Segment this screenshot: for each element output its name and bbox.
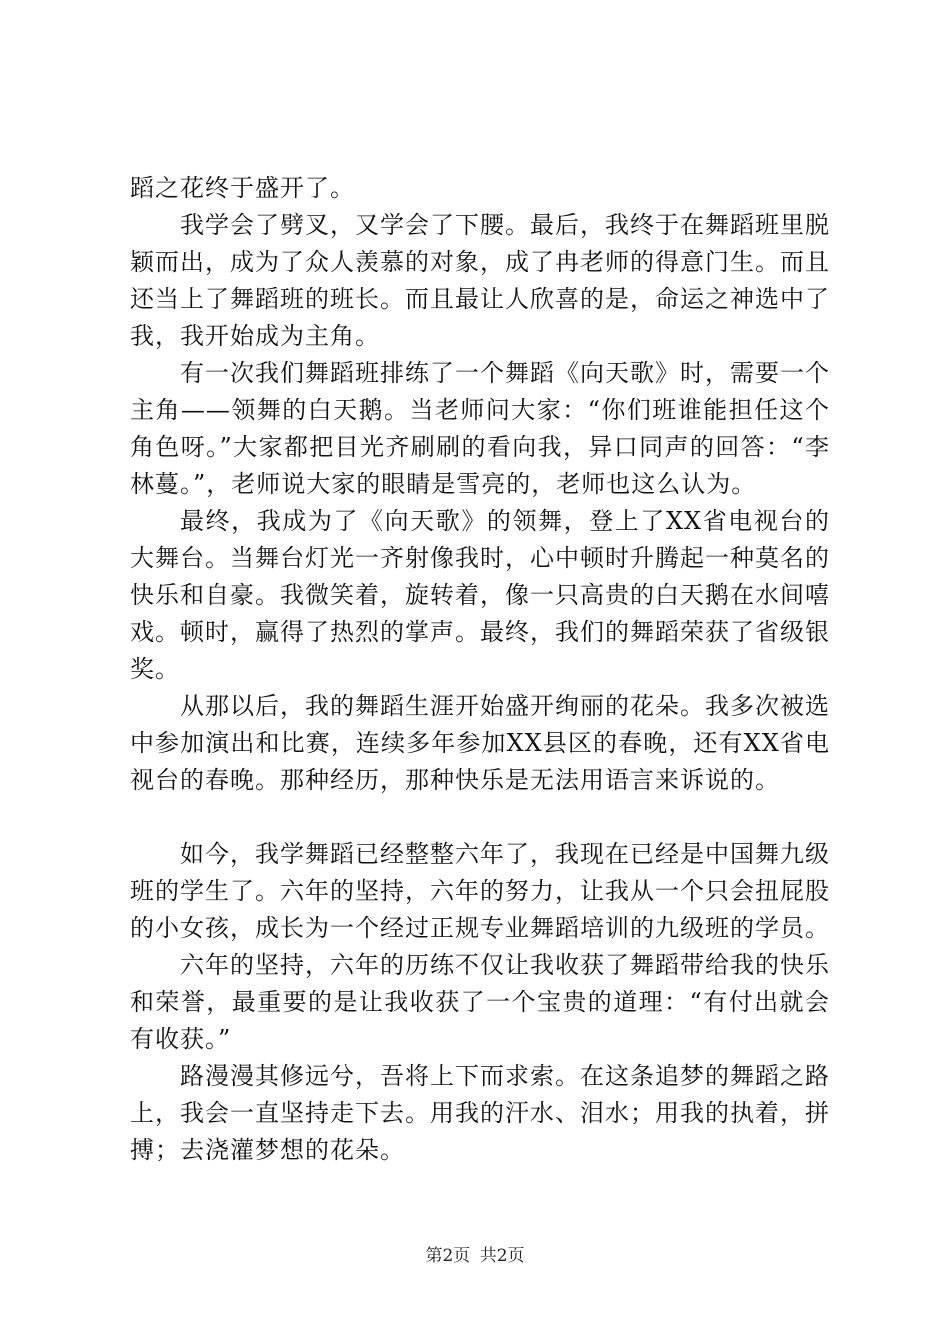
page-total: 共2页 — [479, 1246, 525, 1266]
paragraph-gap — [130, 799, 830, 836]
paragraph: 六年的坚持，六年的历练不仅让我收获了舞蹈带给我的快乐和荣誉，最重要的是让我收获了一个宝贵的道理：“有付出就会有收获。” — [130, 951, 830, 1053]
paragraph: 如今，我学舞蹈已经整整六年了，我现在已经是中国舞九级班的学生了。六年的坚持，六年的努力，让我从一个只会扭屁股的小女孩，成长为一个经过正规专业舞蹈培训的九级班的学员。 — [130, 840, 830, 942]
paragraph: 路漫漫其修远兮，吾将上下而求索。在这条追梦的舞蹈之路上，我会一直坚持走下去。用我的汗水、泪水；用我的执着，拼搏；去浇灌梦想的花朵。 — [130, 1062, 830, 1164]
paragraph: 最终，我成为了《向天歌》的领舞，登上了XX省电视台的大舞台。当舞台灯光一齐射像我时，心中顿时升腾起一种莫名的快乐和自豪。我微笑着，旋转着，像一只高贵的白天鹅在水间嘻戏。顿时，赢得了热烈的掌声。最终，我们的舞蹈荣获了省级银奖。 — [130, 507, 830, 683]
document-body — [130, 170, 830, 1169]
paragraph: 我学会了劈叉，又学会了下腰。最后，我终于在舞蹈班里脱颖而出，成为了众人羡慕的对象，成了冉老师的得意门生。而且还当上了舞蹈班的班长。而且最让人欣喜的是，命运之神选中了我，我开始成为主角。 — [130, 211, 830, 350]
paragraph: 有一次我们舞蹈班排练了一个舞蹈《向天歌》时，需要一个主角——领舞的白天鹅。当老师问大家：“你们班谁能担任这个角色呀。”大家都把目光齐刷刷的看向我，异口同声的回答：“李林蔓。”，老师说大家的眼睛是雪亮的，老师也这么认为。 — [130, 359, 830, 498]
page-number: 第2页 — [425, 1246, 471, 1266]
paragraph: 从那以后，我的舞蹈生涯开始盛开绚丽的花朵。我多次被选中参加演出和比赛，连续多年参加XX县区的春晚，还有XX省电视台的春晚。那种经历，那种快乐是无法用语言来诉说的。 — [130, 692, 830, 794]
paragraph: 蹈之花终于盛开了。 — [130, 174, 355, 202]
page-footer — [0, 1245, 950, 1267]
